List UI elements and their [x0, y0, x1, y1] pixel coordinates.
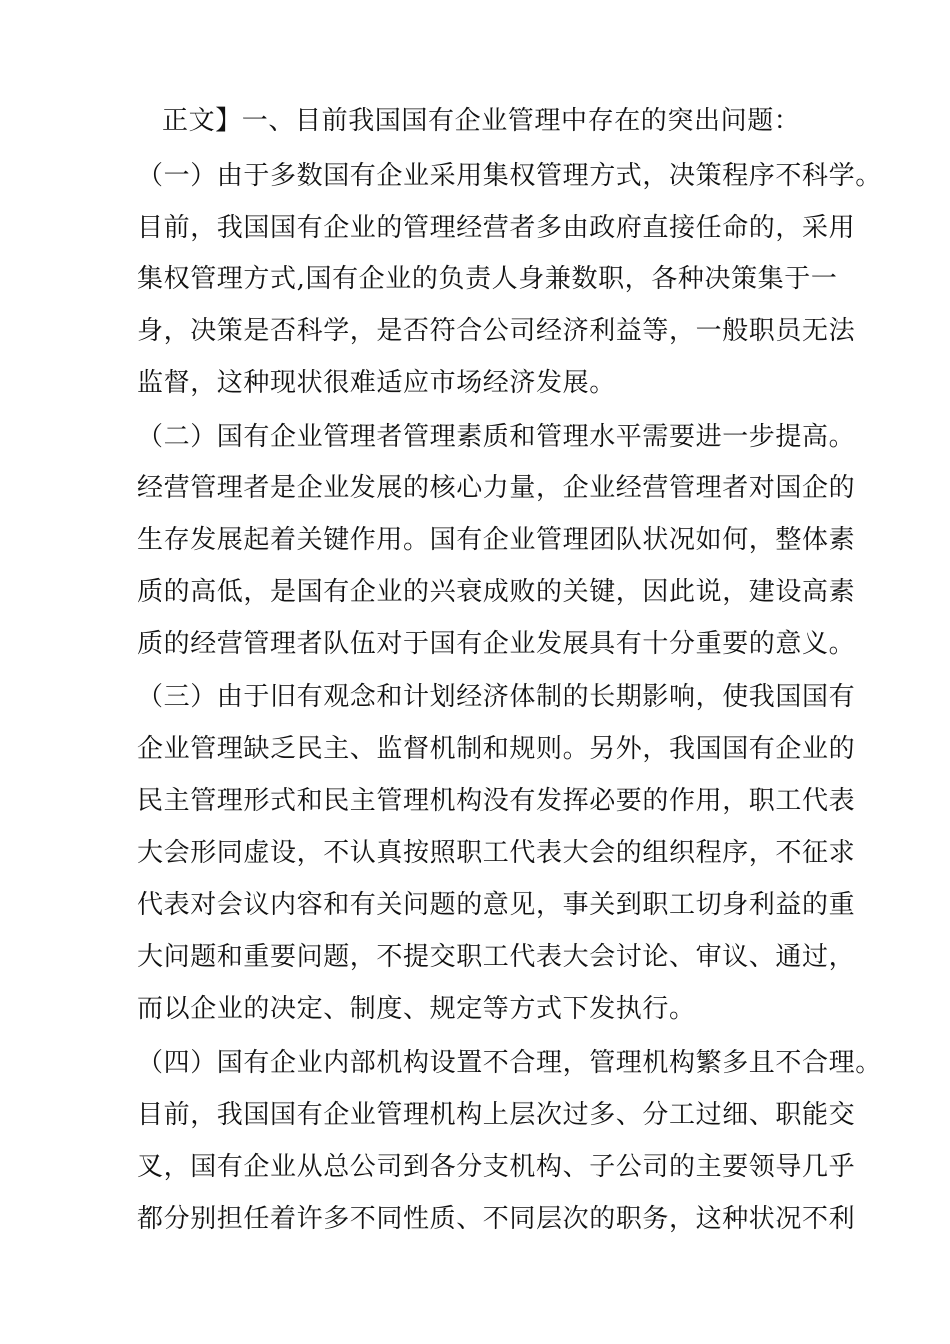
paragraph-3-line-6: 大问题和重要问题，不提交职工代表大会讨论、审议、通过，	[137, 942, 856, 972]
paragraph-3-line-4: 大会形同虚设，不认真按照职工代表大会的组织程序，不征求	[137, 838, 856, 868]
paragraph-4-line-3: 叉，国有企业从总公司到各分支机构、子公司的主要领导几乎	[137, 1152, 856, 1182]
paragraph-1-line-2: 目前，我国国有企业的管理经营者多由政府直接任命的，采用	[137, 213, 856, 243]
paragraph-3-line-1: （三）由于旧有观念和计划经济体制的长期影响，使我国国有	[137, 682, 856, 712]
paragraph-4-line-4: 都分别担任着许多不同性质、不同层次的职务，这种状况不利	[137, 1204, 856, 1234]
paragraph-1-line-4: 身，决策是否科学，是否符合公司经济利益等，一般职员无法	[137, 316, 856, 346]
paragraph-3-line-2: 企业管理缺乏民主、监督机制和规则。另外，我国国有企业的	[137, 734, 856, 764]
heading-line: 正文】一、目前我国国有企业管理中存在的突出问题：	[162, 106, 801, 136]
paragraph-1-line-1: （一）由于多数国有企业采用集权管理方式，决策程序不科学。	[137, 161, 882, 191]
paragraph-2-line-1: （二）国有企业管理者管理素质和管理水平需要进一步提高。	[137, 422, 856, 452]
paragraph-2-line-2: 经营管理者是企业发展的核心力量，企业经营管理者对国企的	[137, 473, 856, 503]
paragraph-1-line-5: 监督，这种现状很难适应市场经济发展。	[137, 368, 616, 398]
paragraph-2-line-5: 质的经营管理者队伍对于国有企业发展具有十分重要的意义。	[137, 629, 856, 659]
paragraph-2-line-4: 质的高低，是国有企业的兴衰成败的关键，因此说，建设高素	[137, 577, 856, 607]
paragraph-4-line-1: （四）国有企业内部机构设置不合理，管理机构繁多且不合理。	[137, 1048, 882, 1078]
paragraph-2-line-3: 生存发展起着关键作用。国有企业管理团队状况如何，整体素	[137, 525, 856, 555]
paragraph-1-line-3: 集权管理方式,国有企业的负责人身兼数职，各种决策集于一	[137, 264, 838, 294]
paragraph-4-line-2: 目前，我国国有企业管理机构上层次过多、分工过细、职能交	[137, 1100, 856, 1130]
paragraph-3-line-3: 民主管理形式和民主管理机构没有发挥必要的作用，职工代表	[137, 786, 856, 816]
paragraph-3-line-5: 代表对会议内容和有关问题的意见，事关到职工切身利益的重	[137, 890, 856, 920]
paragraph-3-line-7: 而以企业的决定、制度、规定等方式下发执行。	[137, 994, 696, 1024]
